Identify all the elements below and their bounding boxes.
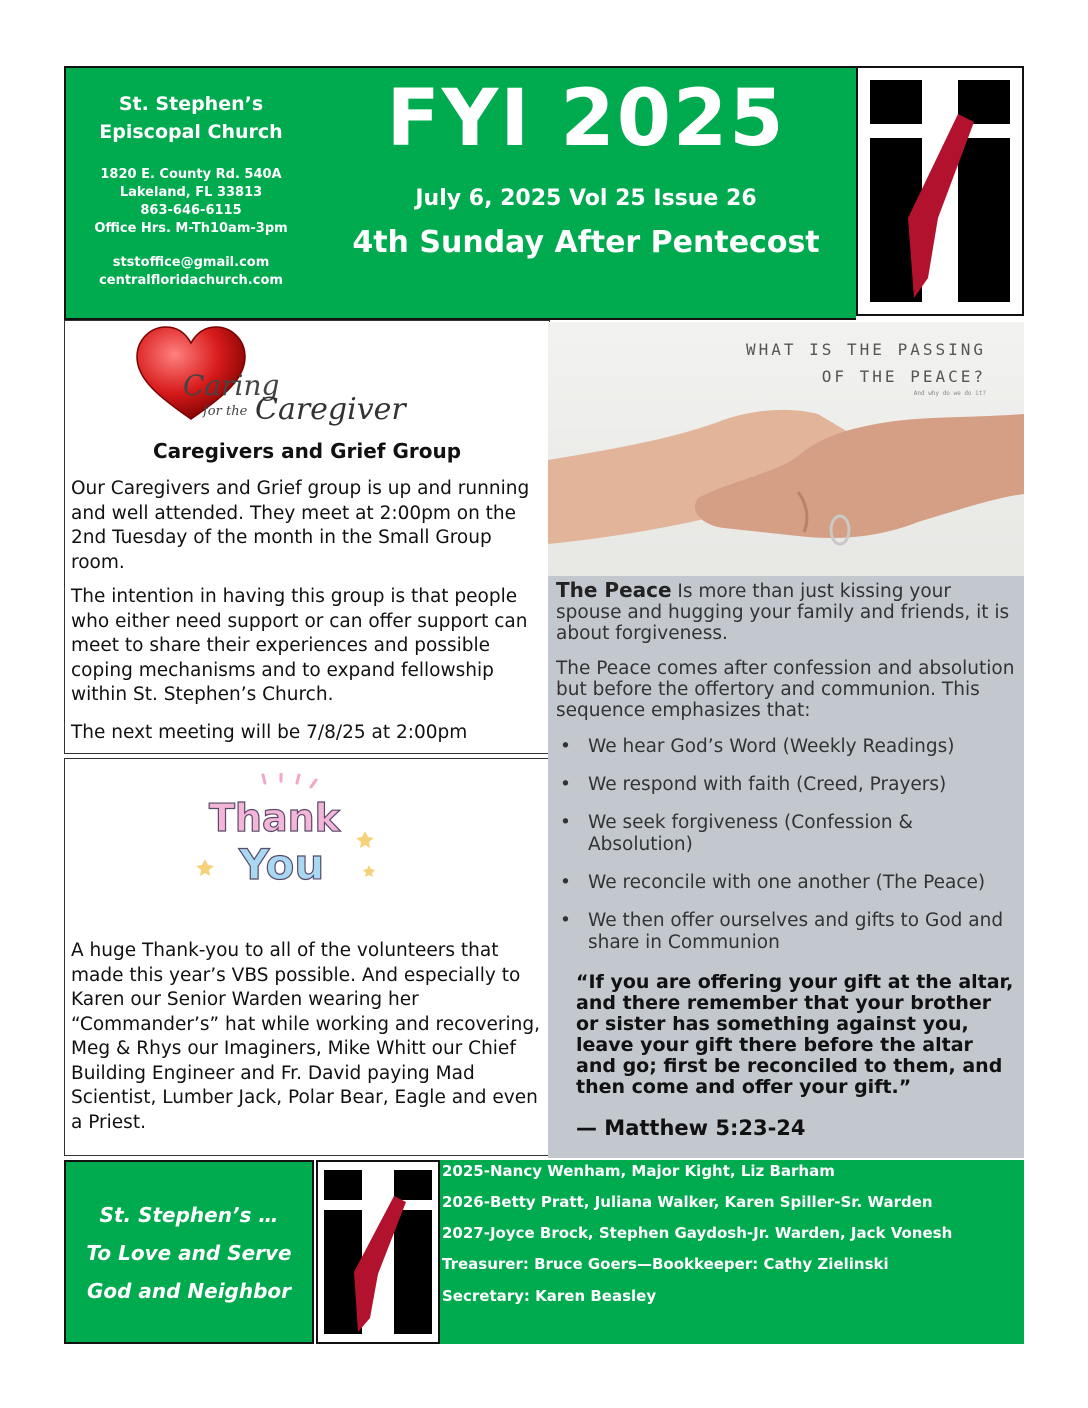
website-link[interactable]: centralfloridachurch.com <box>99 273 283 288</box>
photo-caption <box>746 336 986 398</box>
cross-stole-icon <box>858 68 1022 314</box>
thank-word: Thank <box>209 796 340 840</box>
peace-paragraph-1-text: Is more than just kissing your spouse and hugging your family and friends, it is about forgiveness. <box>556 581 1010 644</box>
address-street: 1820 E. County Rd. 540A <box>100 167 282 182</box>
church-contact <box>66 254 316 290</box>
peace-article <box>548 576 1024 1158</box>
issue-line: July 6, 2025 Vol 25 Issue 26 <box>415 186 757 211</box>
you-word: You <box>239 840 325 889</box>
email-link[interactable]: ststoffice@gmail.com <box>112 255 270 270</box>
treasurer-bookkeeper: Treasurer: Bruce Goers—Bookkeeper: Cathy Zielinski <box>442 1255 889 1273</box>
caring-for-caregiver-logo <box>131 323 411 433</box>
newsletter-title: FYI 2025 <box>386 74 786 164</box>
list-item: • We seek forgiveness (Confession & Absolution) <box>560 812 913 855</box>
liturgical-sunday: 4th Sunday After Pentecost <box>352 225 820 260</box>
thank-you-graphic <box>193 773 383 893</box>
vestry-class-2026: 2026-Betty Pratt, Juliana Walker, Karen Spiller-Sr. Warden <box>442 1193 933 1211</box>
church-name <box>66 90 316 146</box>
motto-line1: St. Stephen’s … <box>99 1203 279 1227</box>
motto-line3: God and Neighbor <box>86 1279 292 1303</box>
church-info-panel <box>64 66 316 320</box>
footer-logo <box>316 1160 440 1344</box>
caregivers-paragraph-1: Our Caregivers and Grief group is up and running and well attended. They meet at 2:00pm on the 2nd Tuesday of the month in the Small Group room. <box>71 478 530 573</box>
peace-sequence-list <box>556 736 1016 970</box>
caregivers-heading: Caregivers and Grief Group <box>152 439 462 463</box>
vestry-class-2025: 2025-Nancy Wenham, Major Kight, Liz Barham <box>442 1162 835 1180</box>
list-item-text: We respond with faith (Creed, Prayers) <box>588 774 947 795</box>
photo-caption-line2: OF THE PEACE? <box>821 367 986 386</box>
office-hours: Office Hrs. M-Th10am-3pm <box>94 221 288 236</box>
peace-lead: The Peace <box>556 578 672 602</box>
vestry-class-2027: 2027-Joyce Brock, Stephen Gaydosh-Jr. Warden, Jack Vonesh <box>442 1224 953 1242</box>
cross-stole-icon <box>318 1162 438 1342</box>
caregivers-paragraph-2: The intention in having this group is that people who either need support or can offer support can meet to share their experiences and possible coping mechanisms and to expand fellowship within St. Stephen’s Church. <box>71 586 528 705</box>
logo-word-caregiver: Caregiver <box>255 392 406 427</box>
thank-you-article <box>64 758 550 1156</box>
list-item-text: We seek forgiveness (Confession & Absolution) <box>588 812 913 855</box>
list-item: • We respond with faith (Creed, Prayers) <box>560 774 947 795</box>
list-item: • We hear God’s Word (Weekly Readings) <box>560 736 955 757</box>
church-address <box>66 166 316 238</box>
photo-caption-subtitle: And why do we do it? <box>913 390 986 397</box>
handshake-photo <box>548 322 1024 576</box>
phone-number: 863-646-6115 <box>140 203 242 218</box>
church-name-line1: St. Stephen’s <box>118 93 264 115</box>
list-item: • We then offer ourselves and gifts to God and share in Communion <box>560 910 1004 953</box>
peace-paragraph-2: The Peace comes after confession and absolution but before the offertory and communion. This sequence emphasizes that: <box>556 658 1015 721</box>
list-item-text: We reconcile with one another (The Peace) <box>588 872 986 893</box>
vestry-panel <box>440 1160 1024 1344</box>
motto-line2: To Love and Serve <box>86 1241 292 1265</box>
scripture-reference: — Matthew 5:23-24 <box>576 1116 806 1140</box>
secretary: Secretary: Karen Beasley <box>442 1287 657 1305</box>
scripture-quote: “If you are offering your gift at the altar, and there remember that your brother or sister has something against you, leave your gift there before the altar and go; first be reconciled to them, and then come and offer your gift.” <box>576 971 1014 1098</box>
peace-paragraph-1 <box>556 580 1018 644</box>
logo-word-caring: Caring <box>183 369 280 402</box>
thank-you-text: A huge Thank-you to all of the volunteers that made this year’s VBS possible. And especially to Karen our Senior Warden wearing her “Commander’s” hat while working and recovering, Meg & Rhys our Imaginers, Mike Whitt our Chief Building Engineer and Fr. David paying Mad Scientist, Lumber Jack, Polar Bear, Eagle and even a Priest. <box>71 940 541 1133</box>
caregivers-next-meeting: The next meeting will be 7/8/25 at 2:00pm <box>71 722 468 743</box>
motto-panel <box>64 1160 314 1344</box>
photo-caption-line1: WHAT IS THE PASSING <box>745 340 986 359</box>
logo-word-for-the: for the <box>203 404 248 419</box>
caregivers-article <box>64 320 550 754</box>
list-item: • We reconcile with one another (The Peace) <box>560 872 986 893</box>
church-logo <box>856 66 1024 316</box>
sparkle-rays-icon <box>263 773 316 787</box>
church-name-line2: Episcopal Church <box>99 121 283 143</box>
list-item-text: We then offer ourselves and gifts to God and share in Communion <box>588 910 1004 953</box>
list-item-text: We hear God’s Word (Weekly Readings) <box>588 736 955 757</box>
masthead <box>316 66 856 320</box>
address-city: Lakeland, FL 33813 <box>119 185 263 200</box>
